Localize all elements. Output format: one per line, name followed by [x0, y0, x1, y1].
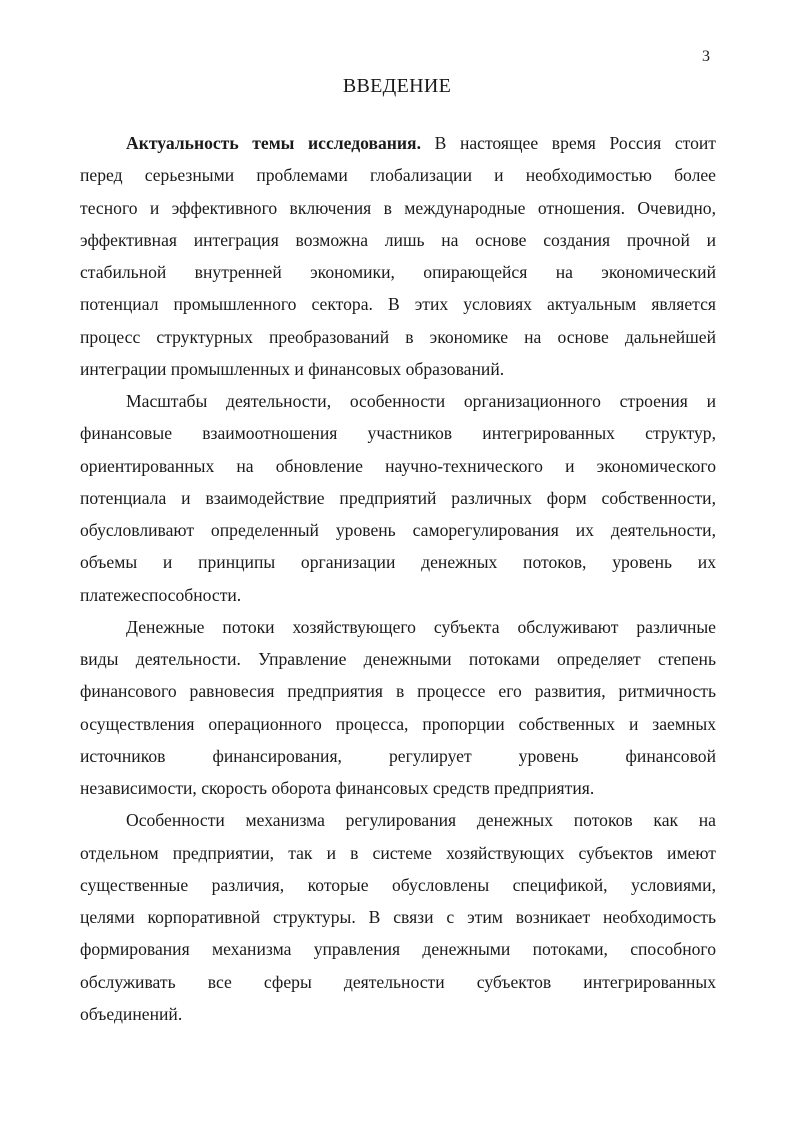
text-line: объединений. — [80, 1003, 183, 1024]
text-line: независимости, скорость оборота финансовых средств предприятия. — [80, 778, 595, 798]
text-line: формирования механизма управления денежными потоками, способного — [80, 939, 716, 960]
text-line: эффективная интеграция возможна лишь на основе создания прочной и — [80, 229, 716, 250]
text-line: платежеспособности. — [80, 584, 242, 605]
text-line: интеграции промышленных и финансовых образований. — [80, 358, 505, 379]
text-line: процесс структурных преобразований в экономике на основе дальнейшей — [80, 326, 716, 347]
text-line: осуществления операционного процесса, пропорции собственных и заемных — [80, 713, 716, 734]
text-line: ориентированных на обновление научно-технического и экономического — [80, 455, 716, 476]
document-body — [80, 127, 716, 1030]
line-text: В настоящее время Россия стоит — [420, 133, 716, 153]
paragraph — [80, 127, 716, 385]
paragraph — [80, 804, 716, 1030]
paragraph-lead: Актуальность темы исследования. — [126, 133, 421, 153]
section-title: ВВЕДЕНИЕ — [342, 75, 452, 97]
text-line: целями корпоративной структуры. В связи с этим возникает необходимость — [80, 907, 716, 927]
paragraph — [80, 611, 716, 805]
text-line: перед серьезными проблемами глобализации и необходимостью более — [80, 165, 716, 186]
text-line: тесного и эффективного включения в международные отношения. Очевидно, — [80, 197, 716, 218]
text-line: Масштабы деятельности, особенности организационного строения и — [126, 391, 716, 411]
text-line: Особенности механизма регулирования денежных потоков как на — [126, 810, 716, 831]
page-number: 3 — [702, 48, 710, 65]
text-line: обслуживать все сферы деятельности субъектов интегрированных — [80, 971, 716, 992]
text-line: источников финансирования, регулирует уровень финансовой — [80, 745, 716, 766]
text-line: Денежные потоки хозяйствующего субъекта обслуживают различные — [126, 616, 716, 637]
text-line: потенциала и взаимодействие предприятий различных форм собственности, — [80, 487, 716, 508]
text-line: обусловливают определенный уровень саморегулирования их деятельности, — [80, 520, 716, 540]
text-line: виды деятельности. Управление денежными потоками определяет степень — [80, 649, 716, 669]
text-line: финансового равновесия предприятия в процессе его развития, ритмичность — [80, 681, 716, 702]
text-line: объемы и принципы организации денежных потоков, уровень их — [80, 552, 716, 573]
text-line: отдельном предприятии, так и в системе хозяйствующих субъектов имеют — [80, 842, 716, 863]
text-line: существенные различия, которые обусловлены спецификой, условиями, — [80, 874, 716, 895]
text-line — [80, 127, 716, 159]
text-line: финансовые взаимоотношения участников интегрированных структур, — [80, 423, 716, 444]
paragraph — [80, 385, 716, 611]
text-line: потенциал промышленного сектора. В этих условиях актуальным является — [80, 294, 716, 315]
text-line: стабильной внутренней экономики, опирающейся на экономический — [80, 262, 716, 282]
